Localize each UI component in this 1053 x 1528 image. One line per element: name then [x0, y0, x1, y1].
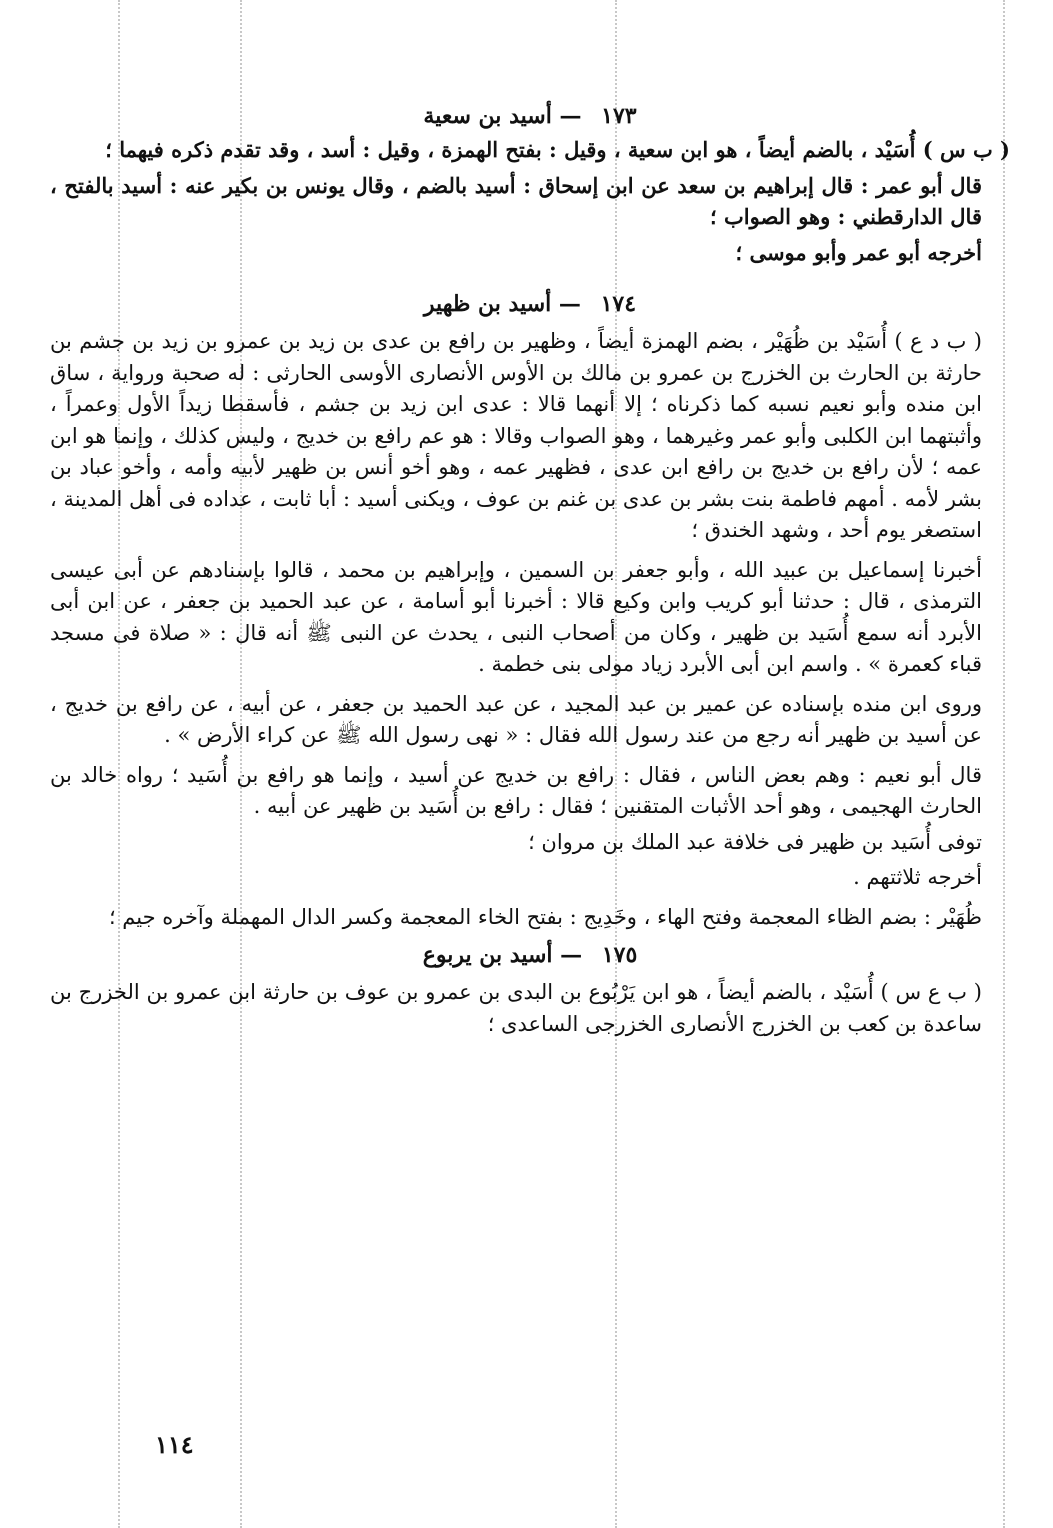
- entry-paragraph: ( ب د ع ) أُسَيْد بن ظُهَيْر ، بضم الهمزة أيضاً ، وظهير بن رافع بن عدى بن زيد بن عمرو بن زيد بن جشم بن حارثة بن الحارث بن الخزرج بن عمرو بن مالك بن الأوس الأنصارى الأوسى الحارثى : له صحبة ورواية ، ساق ابن منده وأبو نعيم نسبه كما ذكرناه ؛ إلا أنهما قالا : عدى ابن زيد بن جشم ، فأسقطا زيداً الأول وعمراً ، وأثبتهما ابن الكلبى وأبو عمر وغيرهما ، وهو الصواب وقالا : هو عم رافع بن خديج ، وليس كذلك ، وإنما هو ابن عمه ؛ لأن رافع بن خديج بن رافع ابن عدى ، فظهير عمه ، وهو أخو أنس بن ظهير لأبيه وأمه ، وأخو عباد بن بشر لأمه . أمهم فاطمة بنت بشر بن عدى بن غنم بن عوف ، ويكنى أسيد : أبا ثابت ، عداده فى أهل المدينة ، استصغر يوم أحد ، وشهد الخندق ؛: [50, 329, 982, 542]
- page-number: ١١٤: [155, 1430, 194, 1459]
- entry-paragraph: أخبرنا إسماعيل بن عبيد الله ، وأبو جعفر بن السمين ، وإبراهيم بن محمد ، قالوا بإسنادهم عن أبى عيسى الترمذى ، قال : حدثنا أبو كريب وابن وكيع قالا : أخبرنا أبو أسامة ، عن عبد الحميد بن جعفر ، عن ابن أبى الأبرد أنه سمع أُسَيد بن ظهير ، وكان من أصحاب النبى ، يحدث عن النبى ﷺ أنه قال : « صلاة فى مسجد قباء كعمرة » . واسم ابن أبى الأبرد زياد مولى بنى خطمة .: [50, 557, 982, 676]
- entry-paragraph: توفى أُسَيد بن ظهير فى خلافة عبد الملك بن مروان ؛: [528, 829, 982, 854]
- entry-title: — أسيد بن يربوع: [422, 942, 583, 968]
- entry-paragraph: قال أبو نعيم : وهم بعض الناس ، فقال : رافع بن خديج عن أسيد ، وإنما هو رافع بن أُسَيد ؛ رواه خالد بن الحارث الهجيمى ، وهو أحد الأثبات المتقنين ؛ فقال : رافع بن أُسَيد بن ظهير عن أبيه .: [50, 762, 982, 818]
- entry-paragraph: أخرجه ثلاثتهم .: [853, 865, 982, 889]
- entry-paragraph: قال أبو عمر : قال إبراهيم بن سعد عن ابن إسحاق : أسيد بالضم ، وقال يونس بن بكير عنه : أسيد بالفتح ، قال الدارقطني : وهو الصواب ؛: [50, 172, 982, 229]
- entry-paragraph: وروى ابن منده بإسناده عن عمير بن عبد المجيد ، عن عبد الحميد بن جعفر ، عن أبيه ، عن رافع بن خديج ، عن أسيد بن ظهير أنه رجع من عند رسول الله فقال : « نهى رسول الله ﷺ عن كراء الأرض » .: [50, 691, 982, 747]
- entry-heading-174: [50, 288, 1010, 320]
- entry-title: — أسيد بن ظهير: [423, 291, 581, 317]
- entry-number: ١٧٤: [600, 291, 637, 317]
- entry-paragraph: أخرجه أبو عمر وأبو موسى ؛: [735, 239, 982, 265]
- entry-paragraph: ظُهَيْر : بضم الظاء المعجمة وفتح الهاء ، وخَدِيج : بفتح الخاء المعجمة وكسر الدال المهملة وآخره جيم ؛: [108, 904, 982, 929]
- entry-title: — أسيد بن سعية: [423, 103, 582, 129]
- entry-heading-175: [50, 939, 1010, 971]
- entry-paragraph: ( ب س ) أُسَيْد ، بالضم أيضاً ، هو ابن سعية ، وقيل : بفتح الهمزة ، وقيل : أسد ، وقد تقدم ذكره فيهما ؛: [105, 137, 1010, 162]
- entry-number: ١٧٥: [601, 942, 638, 968]
- entry-number: ١٧٣: [601, 103, 637, 129]
- entry-heading-173: [50, 100, 1010, 132]
- page-content: [50, 100, 1010, 1044]
- entry-paragraph: ( ب ع س ) أُسَيْد ، بالضم أيضاً ، هو ابن يَرْبُوع بن البدى بن عمرو بن عوف بن حارثة ابن عمرو بن الخزرج بن ساعدة بن كعب بن الخزرج الأنصارى الخزرجى الساعدى ؛: [50, 980, 982, 1036]
